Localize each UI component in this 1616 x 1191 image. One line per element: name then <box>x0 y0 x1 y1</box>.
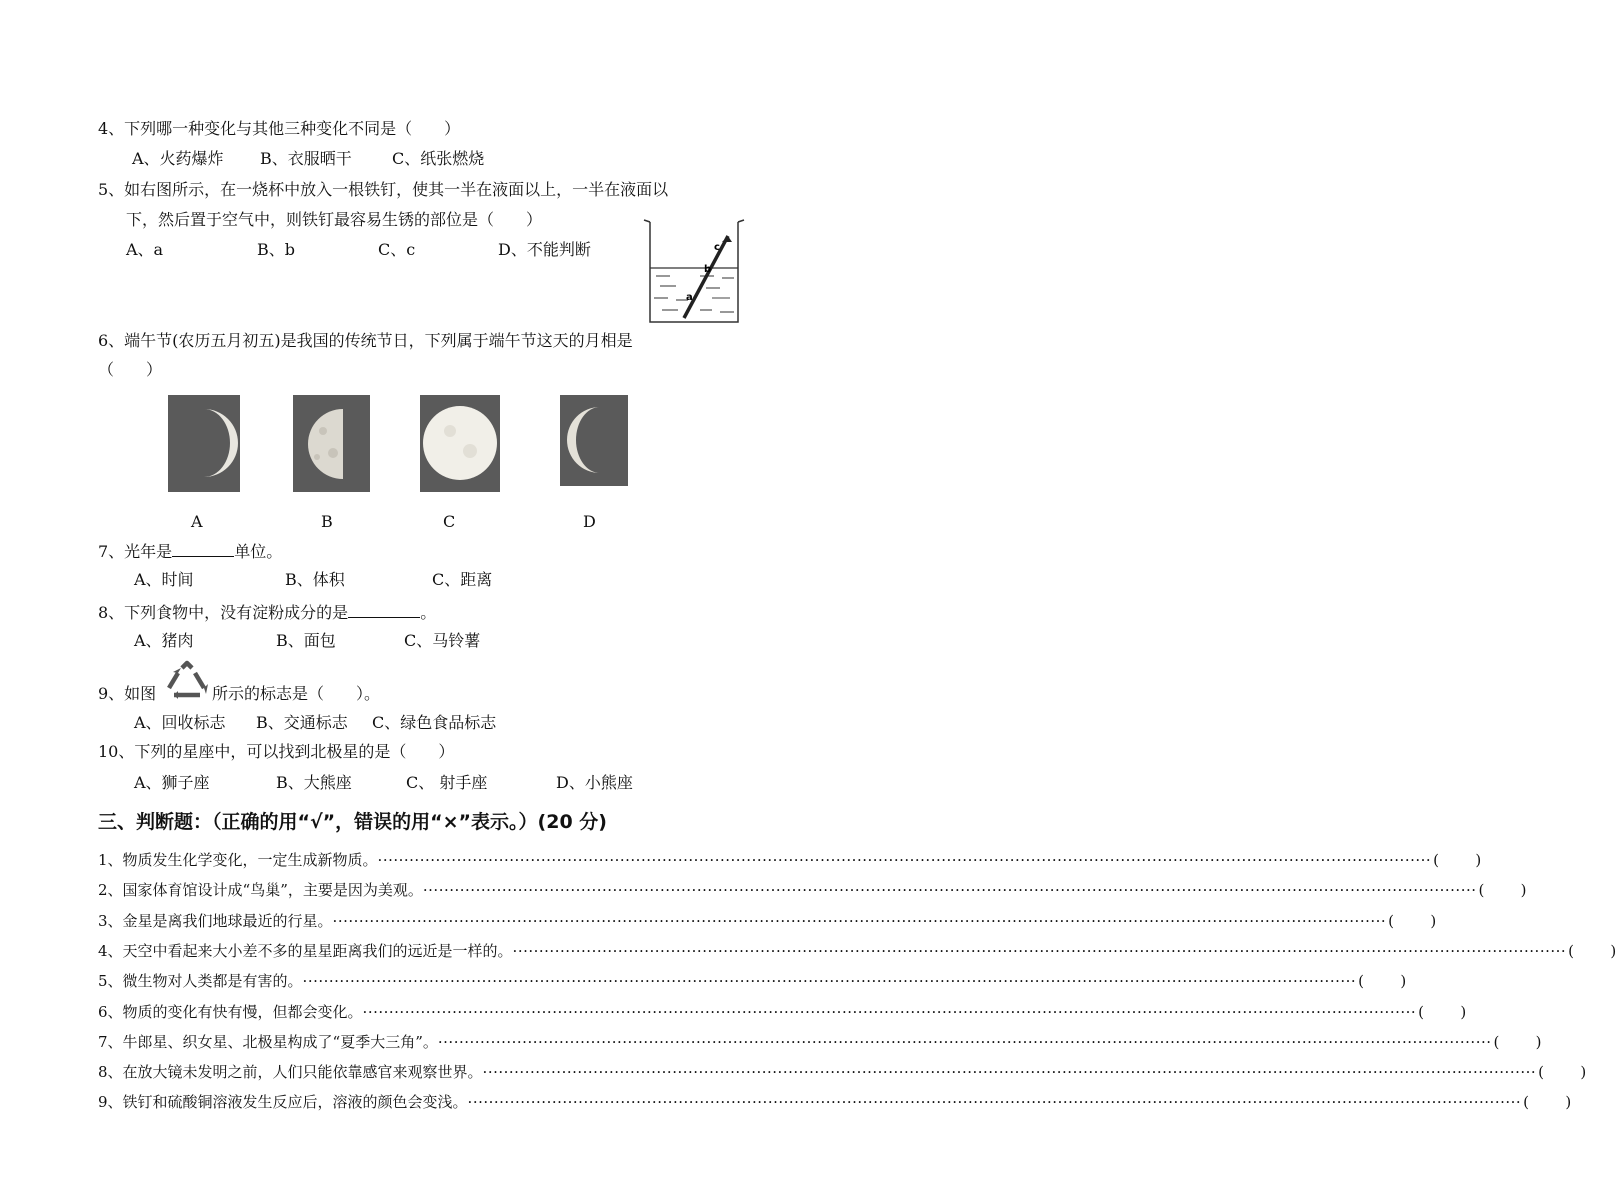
q10-option-b: B、大熊座 <box>276 773 352 792</box>
judgement-item <box>98 850 1482 870</box>
paren-close: ) <box>1520 881 1527 900</box>
moon-phase-c <box>420 395 500 492</box>
q7-option-c: C、距离 <box>432 570 493 589</box>
moon-label-b: B <box>321 512 333 531</box>
judgement-text: 8、在放大镜未发明之前，人们只能依靠感官来观察世界。 <box>98 1063 483 1082</box>
judgement-item <box>98 880 1527 900</box>
paren-close: ) <box>1460 1002 1467 1021</box>
judgement-item <box>98 1092 1572 1112</box>
answer-parentheses <box>1416 1002 1466 1022</box>
answer-parentheses <box>1356 971 1406 991</box>
paren-open: ( <box>1568 941 1575 960</box>
beaker-nail-figure <box>640 216 750 328</box>
paren-close: ) <box>1475 851 1482 869</box>
q9-stem-before: 9、如图 <box>98 684 157 703</box>
leader-dots: ········································································································································································································ <box>302 972 1357 991</box>
q5-option-b: B、b <box>257 240 296 259</box>
answer-parentheses <box>1566 941 1616 961</box>
judgement-item <box>98 1002 1467 1022</box>
leader-dots: ········································································································································································································ <box>362 1002 1417 1021</box>
q4-option-b: B、衣服晒干 <box>260 149 352 168</box>
judgement-item <box>98 1032 1542 1052</box>
answer-parentheses <box>1431 850 1481 870</box>
paren-close: ) <box>1430 911 1437 930</box>
label-c: c <box>714 242 720 253</box>
judgement-text: 6、物质的变化有快有慢，但都会变化。 <box>98 1002 363 1021</box>
leader-dots: ········································································································································································································ <box>482 1063 1537 1082</box>
q4-option-a: A、火药爆炸 <box>132 149 224 168</box>
q5-option-a: A、a <box>126 240 164 259</box>
moon-phase-a <box>168 395 240 492</box>
moon-label-c: C <box>443 512 456 531</box>
paren-open: ( <box>1538 1063 1545 1082</box>
answer-parentheses <box>1521 1092 1571 1112</box>
paren-open: ( <box>1433 851 1440 869</box>
moon-label-a: A <box>191 512 203 531</box>
judgement-text: 7、牛郎星、织女星、北极星构成了“夏季大三角”。 <box>98 1032 438 1051</box>
leader-dots: ········································································································································································································ <box>332 911 1387 930</box>
leader-dots: ········································································································································································································ <box>437 1032 1492 1051</box>
judgement-text: 1、物质发生化学变化，一定生成新物质。 <box>98 851 378 869</box>
paren-open: ( <box>1388 911 1395 930</box>
judgement-item <box>98 1062 1587 1082</box>
judgement-text: 2、国家体育馆设计成“鸟巢”，主要是因为美观。 <box>98 881 423 900</box>
leader-dots: ········································································································································································································ <box>512 941 1567 960</box>
paren-open: ( <box>1358 972 1365 991</box>
q9-option-a: A、回收标志 <box>134 713 226 732</box>
q8-option-a: A、猪肉 <box>134 631 194 650</box>
q10-option-a: A、狮子座 <box>134 773 210 792</box>
q5-option-c: C、c <box>378 240 416 259</box>
section-3-title: 三、判断题：（正确的用“√”，错误的用“×”表示。）(20 分) <box>98 811 607 833</box>
q9-stem-after: 所示的标志是（ ）。 <box>212 684 381 703</box>
judgement-text: 3、金星是离我们地球最近的行星。 <box>98 911 333 930</box>
moon-phase-d <box>560 395 628 486</box>
recycle-icon <box>164 660 210 700</box>
answer-parentheses <box>1536 1062 1586 1082</box>
judgement-item <box>98 941 1616 961</box>
paren-close: ) <box>1565 1093 1572 1112</box>
q6-stem-line2: （ ） <box>98 360 163 379</box>
q8-option-c: C、马铃薯 <box>404 631 481 650</box>
judgement-item <box>98 971 1407 991</box>
leader-dots: ········································································································································································································ <box>422 881 1477 900</box>
leader-dots: ········································································································································································································ <box>467 1093 1522 1112</box>
q4-option-c: C、纸张燃烧 <box>392 149 485 168</box>
q7-answer-blank <box>172 540 234 557</box>
paren-open: ( <box>1418 1002 1425 1021</box>
paren-close: ) <box>1535 1032 1542 1051</box>
q8-answer-blank <box>348 601 420 618</box>
q9-option-c: C、绿色食品标志 <box>372 713 497 732</box>
judgement-text: 5、微生物对人类都是有害的。 <box>98 972 303 991</box>
q8-stem-before: 8、下列食物中，没有淀粉成分的是 <box>98 603 349 622</box>
paren-open: ( <box>1493 1032 1500 1051</box>
moon-label-d: D <box>583 512 596 531</box>
q7-stem <box>98 540 282 562</box>
judgement-item <box>98 911 1437 931</box>
q7-option-b: B、体积 <box>285 570 345 589</box>
q5-stem-line1: 5、如右图所示，在一烧杯中放入一根铁钉，使其一半在液面以上，一半在液面以 <box>98 180 669 199</box>
q8-stem-after: 。 <box>420 603 437 622</box>
q9-option-b: B、交通标志 <box>256 713 348 732</box>
answer-parentheses <box>1477 880 1527 900</box>
q4-stem: 4、下列哪一种变化与其他三种变化不同是（ ） <box>98 119 461 138</box>
q8-option-b: B、面包 <box>276 631 336 650</box>
q8-stem <box>98 601 436 623</box>
answer-parentheses <box>1492 1032 1542 1052</box>
judgement-text: 4、天空中看起来大小差不多的星星距离我们的远近是一样的。 <box>98 941 513 960</box>
q5-stem-line2: 下，然后置于空气中，则铁钉最容易生锈的部位是（ ） <box>126 210 543 229</box>
q5-option-d: D、不能判断 <box>498 240 591 259</box>
q6-stem-line1: 6、端午节(农历五月初五)是我国的传统节日，下列属于端午节这天的月相是 <box>98 331 633 350</box>
label-a: a <box>686 292 693 303</box>
leader-dots: ········································································································································································································ <box>377 851 1432 869</box>
q7-stem-after: 单位。 <box>234 542 283 561</box>
q10-option-d: D、小熊座 <box>556 773 633 792</box>
paren-close: ) <box>1580 1063 1587 1082</box>
moon-phase-b <box>293 395 370 492</box>
q7-stem-before: 7、光年是 <box>98 542 173 561</box>
paren-close: ) <box>1610 941 1616 960</box>
q7-option-a: A、时间 <box>134 570 194 589</box>
judgement-text: 9、铁钉和硫酸铜溶液发生反应后，溶液的颜色会变浅。 <box>98 1093 468 1112</box>
answer-parentheses <box>1386 911 1436 931</box>
paren-open: ( <box>1523 1093 1530 1112</box>
q10-option-c: C、 射手座 <box>406 773 488 792</box>
label-b: b <box>704 264 712 275</box>
paren-open: ( <box>1478 881 1485 900</box>
paren-close: ) <box>1400 972 1407 991</box>
q10-stem: 10、下列的星座中，可以找到北极星的是（ ） <box>98 742 455 761</box>
